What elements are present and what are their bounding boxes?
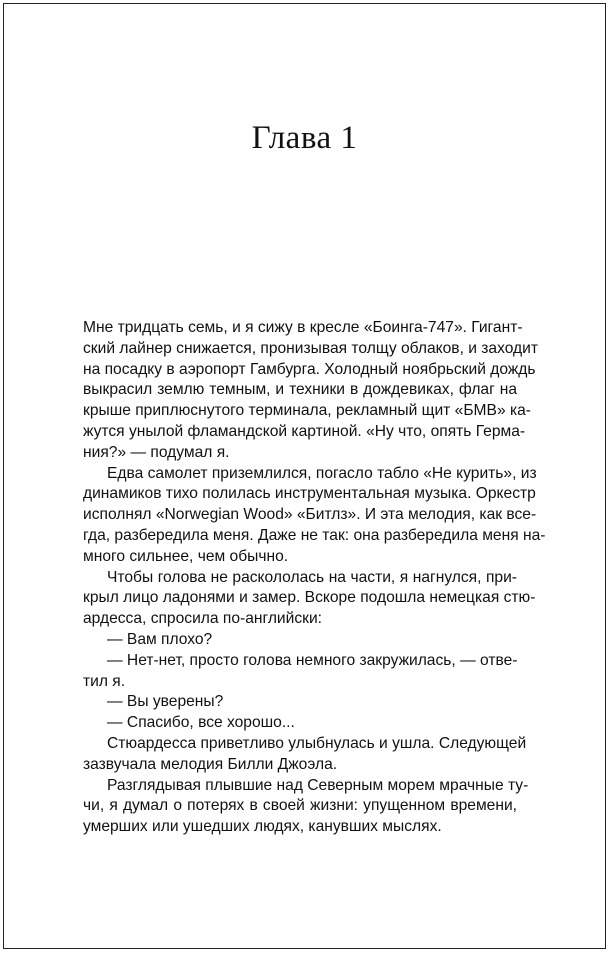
text-line: Едва самолет приземлился, погасло табло «Не курить», из <box>107 464 537 482</box>
text-line: Мне тридцать семь, и я сижу в кресле «Боинга-747». Гигант- <box>83 319 523 336</box>
text-line: выкрасил землю темным, и техники в дождевиках, флаг на <box>83 381 517 399</box>
text-line: ардесса, спросила по-английски: <box>83 610 323 628</box>
paragraph <box>83 568 536 630</box>
text-line: — Вам плохо? <box>107 630 213 648</box>
text-line: ния?» — подумал я. <box>83 443 230 461</box>
paragraph <box>83 464 546 568</box>
text-line: — Нет-нет, просто голова немного закружилась, — отве- <box>107 651 518 669</box>
text-line: динамиков тихо полилась инструментальная музыка. Оркестр <box>83 485 536 503</box>
chapter-title: Глава 1 <box>251 120 358 156</box>
paragraph <box>83 734 527 776</box>
text-line: крыше приплюснутого терминала, рекламный щит «БМВ» ка- <box>83 402 531 420</box>
text-line: исполнял «Norwegian Wood» «Битлз». И эта мелодия, как все- <box>83 506 537 524</box>
text-line: зазвучала мелодия Билли Джоэла. <box>83 755 338 773</box>
text-line: Стюардесса приветливо улыбнулась и ушла. Следующей <box>107 734 527 752</box>
text-line: — Вы уверены? <box>107 693 224 711</box>
text-line: ский лайнер снижается, пронизывая толщу облаков, и заходит <box>83 339 539 357</box>
book-page <box>3 3 606 949</box>
paragraph <box>83 630 517 651</box>
text-line: много сильнее, чем обычно. <box>83 547 289 565</box>
text-line: крыл лицо ладонями и замер. Вскоре подошла немецкая стю- <box>83 589 536 607</box>
text-line: Разглядывая плывшие над Северным морем мрачные ту- <box>107 776 529 794</box>
text-line: умерших или ушедших людях, канувших мыслях. <box>83 818 442 836</box>
paragraph <box>83 651 517 693</box>
text-line: Чтобы голова не раскололась на части, я нагнулся, при- <box>107 568 517 586</box>
paragraph <box>83 713 517 734</box>
paragraph <box>83 776 529 838</box>
text-line: жутся унылой фламандской картиной. «Ну что, опять Герма- <box>83 422 526 440</box>
text-line: гда, разбередила меня. Даже не так: она разбередила меня на- <box>83 526 546 544</box>
text-line: — Спасибо, все хорошо... <box>107 714 295 732</box>
paragraph <box>83 318 539 464</box>
text-line: тил я. <box>83 672 126 690</box>
text-line: на посадку в аэропорт Гамбурга. Холодный ноябрьский дождь <box>83 360 536 378</box>
paragraph <box>83 692 517 713</box>
chapter-body-text <box>83 318 546 838</box>
text-line: чи, я думал о потерях в своей жизни: упущенном времени, <box>83 797 517 815</box>
